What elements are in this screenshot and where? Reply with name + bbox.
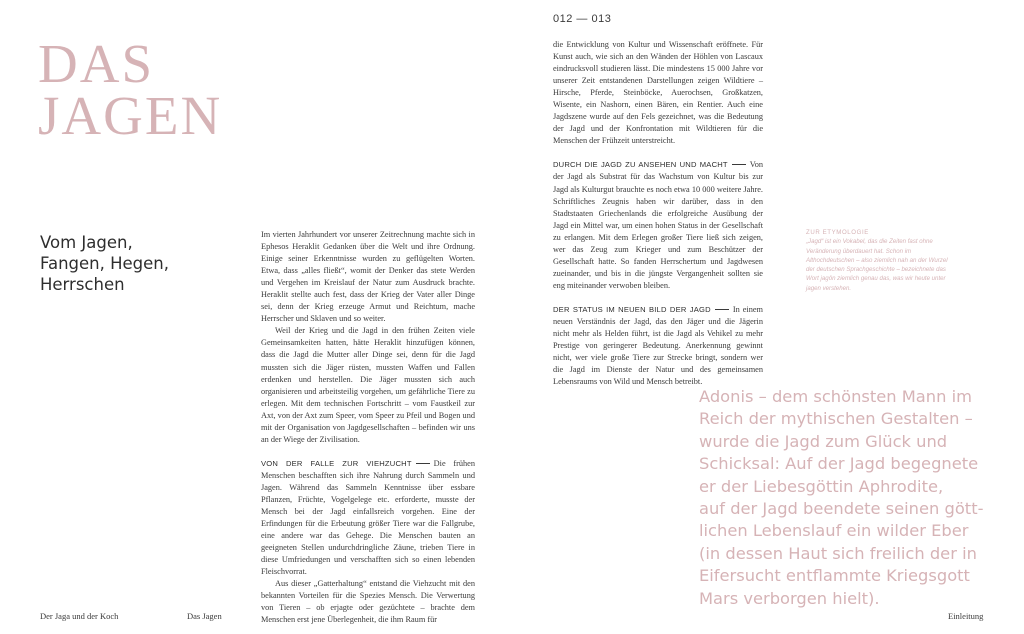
quote-line: Mars verborgen hielt). <box>699 588 880 608</box>
etymology-sidenote <box>806 228 958 293</box>
paragraph-text: Von der Jagd als Substrat für das Wachstum von Kultur bis zur Jagd als Kulturgut brauchte es noch etwa 10 000 weitere Jahre. Schriftliches Zeugnis haben wir darüber, dass in den Stadtstaaten Griechenlands die erfolgreiche Ausübung der Jagd ein Mittel war, um einen hohen Status in der Gesellschaft zu erlangen. Mit dem Erlegen großer Tiere ließ sich zeigen, wer das Zeug zum Krieger und zum Beschützer der Gesellschaft hatte. So fanden Herrschertum und Jagdwesen zueinander, und bis in die jüngste Vergangenheit sollten sie eng miteinander verwoben bleiben. <box>553 160 763 290</box>
footer-chapter: Das Jagen <box>187 611 222 621</box>
heading-rule <box>715 309 729 310</box>
quote-line: auf der Jagd beendete seinen gött- <box>699 499 984 519</box>
sidenote-body: „Jagd“ ist ein Vokabel, das die Zeiten fast ohne Veränderung überdauert hat. Schon im Althochdeutschen – also ziemlich nah an der Wurzel der deutschen Sprachgeschichte – bezeichnete das Wort jagôn ziemlich genau das, was wir heute unter jagen verstehen. <box>806 238 948 292</box>
footer-section: Einleitung <box>948 611 984 621</box>
subtitle-line-3: Herrschen <box>40 275 125 294</box>
chapter-title <box>38 33 278 146</box>
paragraph-with-heading <box>261 458 475 578</box>
section-heading: VON DER FALLE ZUR VIEHZUCHT <box>261 458 412 468</box>
quote-line: wurde die Jagd zum Glück und <box>699 431 948 451</box>
quote-line: er der Liebesgöttin Aphrodite, <box>699 476 944 496</box>
paragraph-text: Die frühen Menschen beschafften sich ihre Nahrung durch Sammeln und Jagen. Während das Sammeln Kenntnisse über essbare Pflanzen, Früchte, Vogelgelege etc. erforderte, musste der Mensch bei der Jagd einfallsreich vorgehen. Eine der Erfindungen für die Erbeutung größer Tiere war die Fallgrube, eine andere war das Gehege. Die Menschen bauten an geeigneten Stellen undurchdringliche Zäune, trieben Tiere in diese Umfriedungen und verschafften sich so einen lebenden Fleischvorrat. <box>261 458 475 577</box>
subtitle-line-2: Fangen, Hegen, <box>40 254 170 273</box>
paragraph-text: In einem neuen Verständnis der Jagd, das den Jäger und die Jägerin nicht mehr als Helden führt, ist die Jagd als Vehikel zu mehr Prestige von geringerer Bedeutung. Anerkennung gewinnt nicht, wer viele große Tiere zur Strecke bringt, sondern wer die Jagd im Dienste der Natur und des gemeinsamen Lebensraums von Wild und Mensch betreibt. <box>553 304 763 387</box>
quote-line: Adonis – dem schönsten Mann im <box>699 387 972 406</box>
paragraph-with-heading <box>553 159 763 292</box>
heading-rule <box>416 463 430 464</box>
footer-book-title: Der Jaga und der Koch <box>40 611 119 621</box>
paragraph-with-heading <box>553 304 763 388</box>
chapter-subtitle <box>40 232 250 295</box>
subtitle-line-1: Vom Jagen, <box>40 233 133 252</box>
quote-line: Reich der mythischen Gestalten – <box>699 409 973 429</box>
paragraph: Im vierten Jahrhundert vor unserer Zeitrechnung machte sich in Ephesos Heraklit Gedanken über die Welt und ihre Ordnung. Einige seiner Erkenntnisse wurden zu geflügelten Worten. Etwa, dass „alles fließt“, womit der Denker das stete Werden und Vergehen im Kreislauf der Natur zum Ausdruck brachte. Heraklit stellte auch fest, dass der Krieg der Vater aller Dinge sei, denn der Krieg erzeuge Armut und Reichtum, mache Herrscher und Sklaven und so weiter. <box>261 230 475 324</box>
body-column-left <box>261 229 475 627</box>
quote-line: lichen Lebenslauf ein wilder Eber <box>699 521 969 541</box>
heading-rule <box>732 164 746 165</box>
paragraph: die Entwicklung von Kultur und Wissenschaft eröffnete. Für Kunst auch, wie sich an den Wänden der Höhlen von Lascaux eindrucksvoll studieren lässt. Die mindestens 15 000 Jahre vor unserer Zeit entstandenen Darstellungen zeigen Wildtiere – Hirsche, Pferde, Steinböcke, Auerochsen, Großkatzen, Wisente, ein Nashorn, einen Bären, ein Rentier. Auch eine Jagdszene wurde auf den Fels gezeichnet, was die Bedeutung der Jagd und der Konfrontation mit Wildtieren für die Menschen der Frühzeit unterstreicht. <box>553 40 763 146</box>
quote-line: Eifersucht entflammte Kriegsgott <box>699 566 970 586</box>
quote-line: (in dessen Haut sich freilich der in <box>699 543 977 563</box>
chapter-title-line-2: JAGEN <box>38 85 223 146</box>
section-heading: DURCH DIE JAGD ZU ANSEHEN UND MACHT <box>553 160 728 170</box>
paragraph: Weil der Krieg und die Jagd in den frühen Zeiten viele Gemeinsamkeiten hatten, hätte Heraklit hinzufügen können, dass die Jagd die Mutter aller Dinge sei, denn für die Jagd mussten sich die Jäger rüsten, mussten Waffen und Fallen erdenken und herstellen. Die Jäger mussten sich auch organisieren und arbeitsteilig vorgehen, um gefährliche Tiere zu erlegen. Mit dem technischen Fortschritt – vom Faustkeil zur Axt, von der Axt zum Speer, vom Speer zu Pfeil und Bogen und mit der Organisation von Jagdgesellschaften – befinden wir uns an der Wiege der Zivilisation. <box>261 326 475 444</box>
paragraph: Aus dieser „Gatterhaltung“ entstand die Viehzucht mit den bekannten Vorteilen für die Spezies Mensch. Die Verwertung von Tieren – ob erjagte oder gezüchtete – brachte dem Menschen erst jene Überlegenheit, die ihm Raum für <box>261 579 475 625</box>
chapter-title-line-1: DAS <box>38 33 155 94</box>
sidenote-heading: ZUR ETYMOLOGIE <box>806 229 869 236</box>
body-column-right <box>553 39 763 388</box>
quote-line: Schicksal: Auf der Jagd begegnete <box>699 454 979 474</box>
section-heading: DER STATUS IM NEUEN BILD DER JAGD <box>553 304 711 314</box>
page-numbers: 012 — 013 <box>553 13 612 25</box>
pull-quote <box>699 386 989 610</box>
